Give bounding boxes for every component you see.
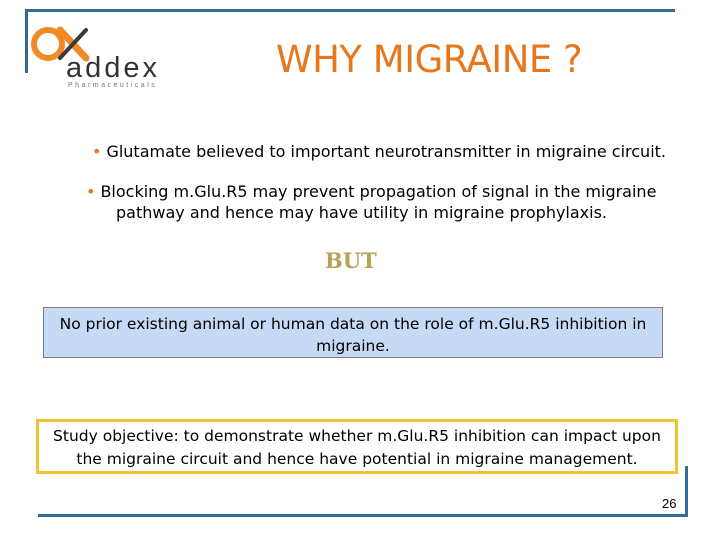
bullet-item <box>92 141 666 162</box>
company-logo <box>30 24 170 94</box>
page-number: 26 <box>662 496 677 511</box>
no-data-callout <box>43 307 663 358</box>
frame-bottom-rule <box>38 514 688 517</box>
bullet-item <box>86 181 666 223</box>
callout-line1: No prior existing animal or human data on the role of m.Glu.R5 inhibition in <box>59 315 647 333</box>
study-objective-box <box>36 419 678 474</box>
bullet-text-line2: pathway and hence may have utility in migraine prophylaxis. <box>116 203 608 222</box>
frame-right-rule <box>685 466 688 517</box>
bullet-dot-icon: • <box>92 142 102 161</box>
callout-line2: migraine. <box>316 337 390 355</box>
frame-top-rule <box>25 9 675 12</box>
bullet-text: Glutamate believed to important neurotransmitter in migraine circuit. <box>106 142 666 161</box>
bullet-dot-icon: • <box>86 182 96 201</box>
slide-title: WHY MIGRAINE ? <box>276 38 583 81</box>
bullet-text-line1: Blocking m.Glu.R5 may prevent propagation of signal in the migraine <box>100 182 657 201</box>
objective-line1: Study objective: to demonstrate whether m.Glu.R5 inhibition can impact upon <box>53 427 661 445</box>
logo-wordmark: addex <box>66 52 161 84</box>
objective-line2: the migraine circuit and hence have potential in migraine management. <box>76 450 638 468</box>
frame-left-rule <box>25 9 28 73</box>
but-label: BUT <box>325 248 377 273</box>
logo-subtitle: Pharmaceuticals <box>68 82 158 89</box>
